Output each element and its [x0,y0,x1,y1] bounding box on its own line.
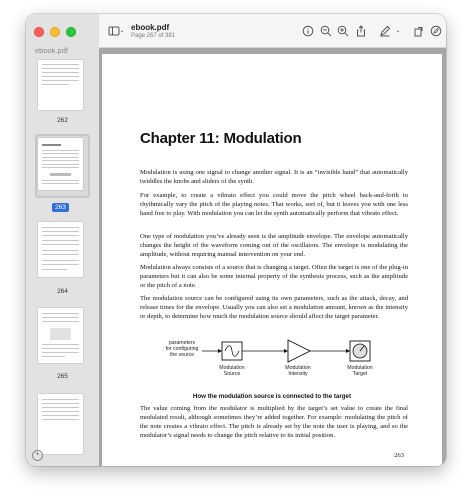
page-thumbnail-262[interactable] [38,60,83,110]
paragraph: The modulation source can be configured using its own parameters, such as the attack, decay, and release times for the envelope. Usually you can also set a modulation amount, known as the intensity or depth, to determine how much the modulation source should affect the target parameter. [140,295,408,320]
window-controls [34,27,76,37]
page-thumbnail-266[interactable] [38,394,83,454]
page-thumbnail-264[interactable] [38,222,83,277]
info-icon[interactable] [302,25,314,37]
annotate-icon[interactable] [430,25,442,37]
thumbnail-label: 262 [57,117,68,124]
paragraph: Modulation is using one signal to change another signal. It is an “invisible hand” that automatically twiddles the knobs and sliders of the synth. [140,169,408,185]
chevron-down-icon[interactable]: ⌄ [395,28,401,34]
add-icon[interactable]: + [32,450,43,461]
figure-caption: How the modulation source is connected to the target [192,393,352,400]
thumbnail-sidebar [26,14,100,466]
source-label: Modulation [219,365,245,371]
close-button[interactable] [34,27,44,37]
zoom-in-icon[interactable] [337,25,349,37]
document-title: ebook.pdf [131,23,170,32]
source-label: Source [223,371,241,377]
sidebar-title: ebook.pdf [35,46,68,55]
markup-pen-icon[interactable] [379,25,391,37]
intensity-label: Modulation [285,365,311,371]
params-label: for configuring [165,346,199,352]
page-number: 263 [394,452,404,459]
pdf-page [102,54,442,466]
intensity-label: Intensity [288,371,308,377]
zoom-button[interactable] [66,27,76,37]
thumbnail-label: 264 [57,288,68,295]
paragraph: The value coming from the modulator is multiplied by the target’s set value to create the final modulated result, although sometimes they’re added together. For example: modulating the pitch of the note creates a vibrato effect. The pitch is already set by the note the user is playing, and so the modulator’s signal needs to change the pitch relative to its initial position. [140,405,408,439]
rotate-icon[interactable] [413,25,425,37]
document-viewer[interactable] [99,48,446,466]
page-indicator: Page 267 of 381 [131,33,176,39]
zoom-out-icon[interactable] [320,25,332,37]
paragraph: For example, to create a vibrato effect you could move the pitch wheel back-and-forth to rhythmically vary the pitch of the playing notes. That works, sort of, but it leaves you with one less hand free to play. With modulation you can let the synth automatically perform that vibrato effect. [140,192,408,217]
params-label: the source [169,352,195,358]
minimize-button[interactable] [50,27,60,37]
intensity-triangle [288,340,310,362]
modulation-diagram [160,338,380,390]
thumbnail-label: 265 [57,373,68,380]
page-thumbnail-263[interactable] [38,138,83,190]
page-thumbnail-265[interactable] [38,308,83,363]
paragraph: One type of modulation you’ve already seen is the amplitude envelope. The envelope automatically changes the height of the waveform coming out of the oscillators. The envelope is modulating the amplitude, without requiring manual intervention on your end. [140,233,408,258]
preview-window [26,14,446,466]
toolbar [99,14,446,48]
paragraph: Modulation always consists of a source that is changing a target. Often the target is one of the plug-in parameters but it can also be some internal property of the synthesis process, such as the amplitude or the pitch of a note. [140,264,408,289]
current-page-badge: 263 [52,203,69,212]
chevron-down-icon[interactable]: ⌄ [119,28,125,34]
share-icon[interactable] [355,25,367,37]
target-label: Target [352,371,368,377]
target-label: Modulation [347,365,373,371]
chapter-title: Chapter 11: Modulation [140,130,302,147]
params-label: parameters [168,340,196,346]
